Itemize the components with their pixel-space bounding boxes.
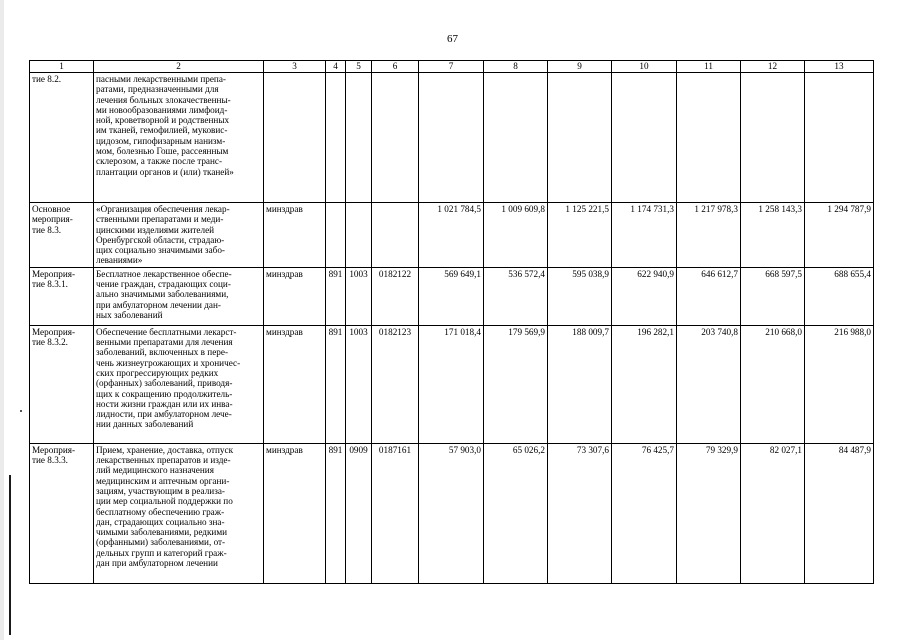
rzpr-cell: 1003 — [346, 267, 372, 325]
amount-cell: 1 021 784,5 — [419, 203, 484, 268]
csr-cell — [372, 73, 419, 203]
executor-cell: минздрав — [264, 443, 326, 583]
executor-cell: минздрав — [264, 267, 326, 325]
table-row — [30, 443, 874, 583]
header-cell: 12 — [741, 61, 805, 73]
rzpr-cell: 0909 — [346, 443, 372, 583]
header-cell: 8 — [484, 61, 548, 73]
amount-cell — [484, 73, 548, 203]
activity-code-cell: Мероприя- тие 8.3.1. — [30, 267, 94, 325]
amount-cell: 179 569,9 — [484, 325, 548, 443]
rzpr-cell — [346, 203, 372, 268]
amount-cell: 595 038,9 — [548, 267, 612, 325]
page-number: 67 — [447, 33, 458, 45]
rzpr-cell: 1003 — [346, 325, 372, 443]
amount-cell: 1 294 787,9 — [805, 203, 874, 268]
grbs-cell: 891 — [326, 443, 346, 583]
executor-cell: минздрав — [264, 325, 326, 443]
scan-dust-dot — [20, 410, 22, 412]
header-cell: 10 — [612, 61, 677, 73]
amount-cell: 569 649,1 — [419, 267, 484, 325]
amount-cell: 210 668,0 — [741, 325, 805, 443]
amount-cell: 688 655,4 — [805, 267, 874, 325]
amount-cell: 1 174 731,3 — [612, 203, 677, 268]
amount-cell: 622 940,9 — [612, 267, 677, 325]
scan-binding-mark — [9, 475, 11, 635]
grbs-cell: 891 — [326, 325, 346, 443]
amount-cell: 76 425,7 — [612, 443, 677, 583]
table-row — [30, 203, 874, 268]
header-cell: 4 — [326, 61, 346, 73]
activity-code-cell: Мероприя- тие 8.3.2. — [30, 325, 94, 443]
amount-cell: 73 307,6 — [548, 443, 612, 583]
amount-cell: 1 258 143,3 — [741, 203, 805, 268]
amount-cell — [548, 73, 612, 203]
amount-cell: 79 329,9 — [677, 443, 741, 583]
activity-name-cell: Прием, хранение, доставка, отпуск лекарственных препаратов и изде- лий медицинского назначения медицинским и аптечным органи- зациям, участвующим в реализа- ции мер социальной поддержки по бесплатному обеспечению граж- дан, страдающих социально зна- чимыми заболеваниями, редкими (орфанными) заболеваниями, от- дельных групп и категорий граж- дан при амбулаторном лечении — [94, 443, 264, 583]
amount-cell: 171 018,4 — [419, 325, 484, 443]
activity-code-cell: Мероприя- тие 8.3.3. — [30, 443, 94, 583]
amount-cell: 646 612,7 — [677, 267, 741, 325]
csr-cell: 0182123 — [372, 325, 419, 443]
amount-cell: 188 009,7 — [548, 325, 612, 443]
header-cell: 3 — [264, 61, 326, 73]
header-cell: 5 — [346, 61, 372, 73]
header-cell: 2 — [94, 61, 264, 73]
executor-cell — [264, 73, 326, 203]
table-row — [30, 267, 874, 325]
amount-cell: 82 027,1 — [741, 443, 805, 583]
activity-name-cell: «Организация обеспечения лекар- ственными препаратами и меди- цинскими изделиями жителей Оренбургской области, страдаю- щих социально значимыми забо- леваниями» — [94, 203, 264, 268]
amount-cell: 1 009 609,8 — [484, 203, 548, 268]
csr-cell — [372, 203, 419, 268]
header-cell: 11 — [677, 61, 741, 73]
executor-cell: минздрав — [264, 203, 326, 268]
activity-name-cell: Обеспечение бесплатными лекарст- венными препаратами для лечения заболеваний, включенных в пере- чень жизнеугрожающих и хроничес- ских прогрессирующих редких (орфанных) заболеваний, приводя- щих к сокращению продолжитель- ности жизни граждан или их инва- лидности, при амбулаторном лече- нии данных заболеваний — [94, 325, 264, 443]
activity-code-cell: Основное мероприя- тие 8.3. — [30, 203, 94, 268]
grbs-cell — [326, 73, 346, 203]
header-cell: 13 — [805, 61, 874, 73]
header-cell: 1 — [30, 61, 94, 73]
amount-cell: 57 903,0 — [419, 443, 484, 583]
amount-cell: 668 597,5 — [741, 267, 805, 325]
activity-name-cell: Бесплатное лекарственное обеспе- чение граждан, страдающих соци- ально значимыми заболеваниями, при амбулаторном лечении дан- ных заболеваний — [94, 267, 264, 325]
amount-cell — [677, 73, 741, 203]
amount-cell: 65 026,2 — [484, 443, 548, 583]
amount-cell — [612, 73, 677, 203]
amount-cell: 1 125 221,5 — [548, 203, 612, 268]
amount-cell — [805, 73, 874, 203]
budget-table — [29, 60, 874, 584]
amount-cell: 536 572,4 — [484, 267, 548, 325]
rzpr-cell — [346, 73, 372, 203]
amount-cell: 1 217 978,3 — [677, 203, 741, 268]
header-cell: 6 — [372, 61, 419, 73]
grbs-cell: 891 — [326, 267, 346, 325]
table-row — [30, 325, 874, 443]
amount-cell: 196 282,1 — [612, 325, 677, 443]
amount-cell — [419, 73, 484, 203]
amount-cell: 216 988,0 — [805, 325, 874, 443]
activity-name-cell: пасными лекарственными препа- ратами, предназначенными для лечения больных злокачественны- ми новообразованиями лимфоид- ной, кроветворной и родственных им тканей, гемофилией, муковис- цидозом, гипофизарным нанизм- мом, болезнью Гоше, рассеянным склерозом, а также после транс- плантации органов и (или) тканей» — [94, 73, 264, 203]
header-cell: 9 — [548, 61, 612, 73]
activity-code-cell: тие 8.2. — [30, 73, 94, 203]
grbs-cell — [326, 203, 346, 268]
csr-cell: 0187161 — [372, 443, 419, 583]
amount-cell — [741, 73, 805, 203]
amount-cell: 203 740,8 — [677, 325, 741, 443]
header-cell: 7 — [419, 61, 484, 73]
amount-cell: 84 487,9 — [805, 443, 874, 583]
table-row — [30, 73, 874, 203]
column-number-header — [30, 61, 874, 73]
scan-left-edge — [0, 0, 4, 640]
csr-cell: 0182122 — [372, 267, 419, 325]
